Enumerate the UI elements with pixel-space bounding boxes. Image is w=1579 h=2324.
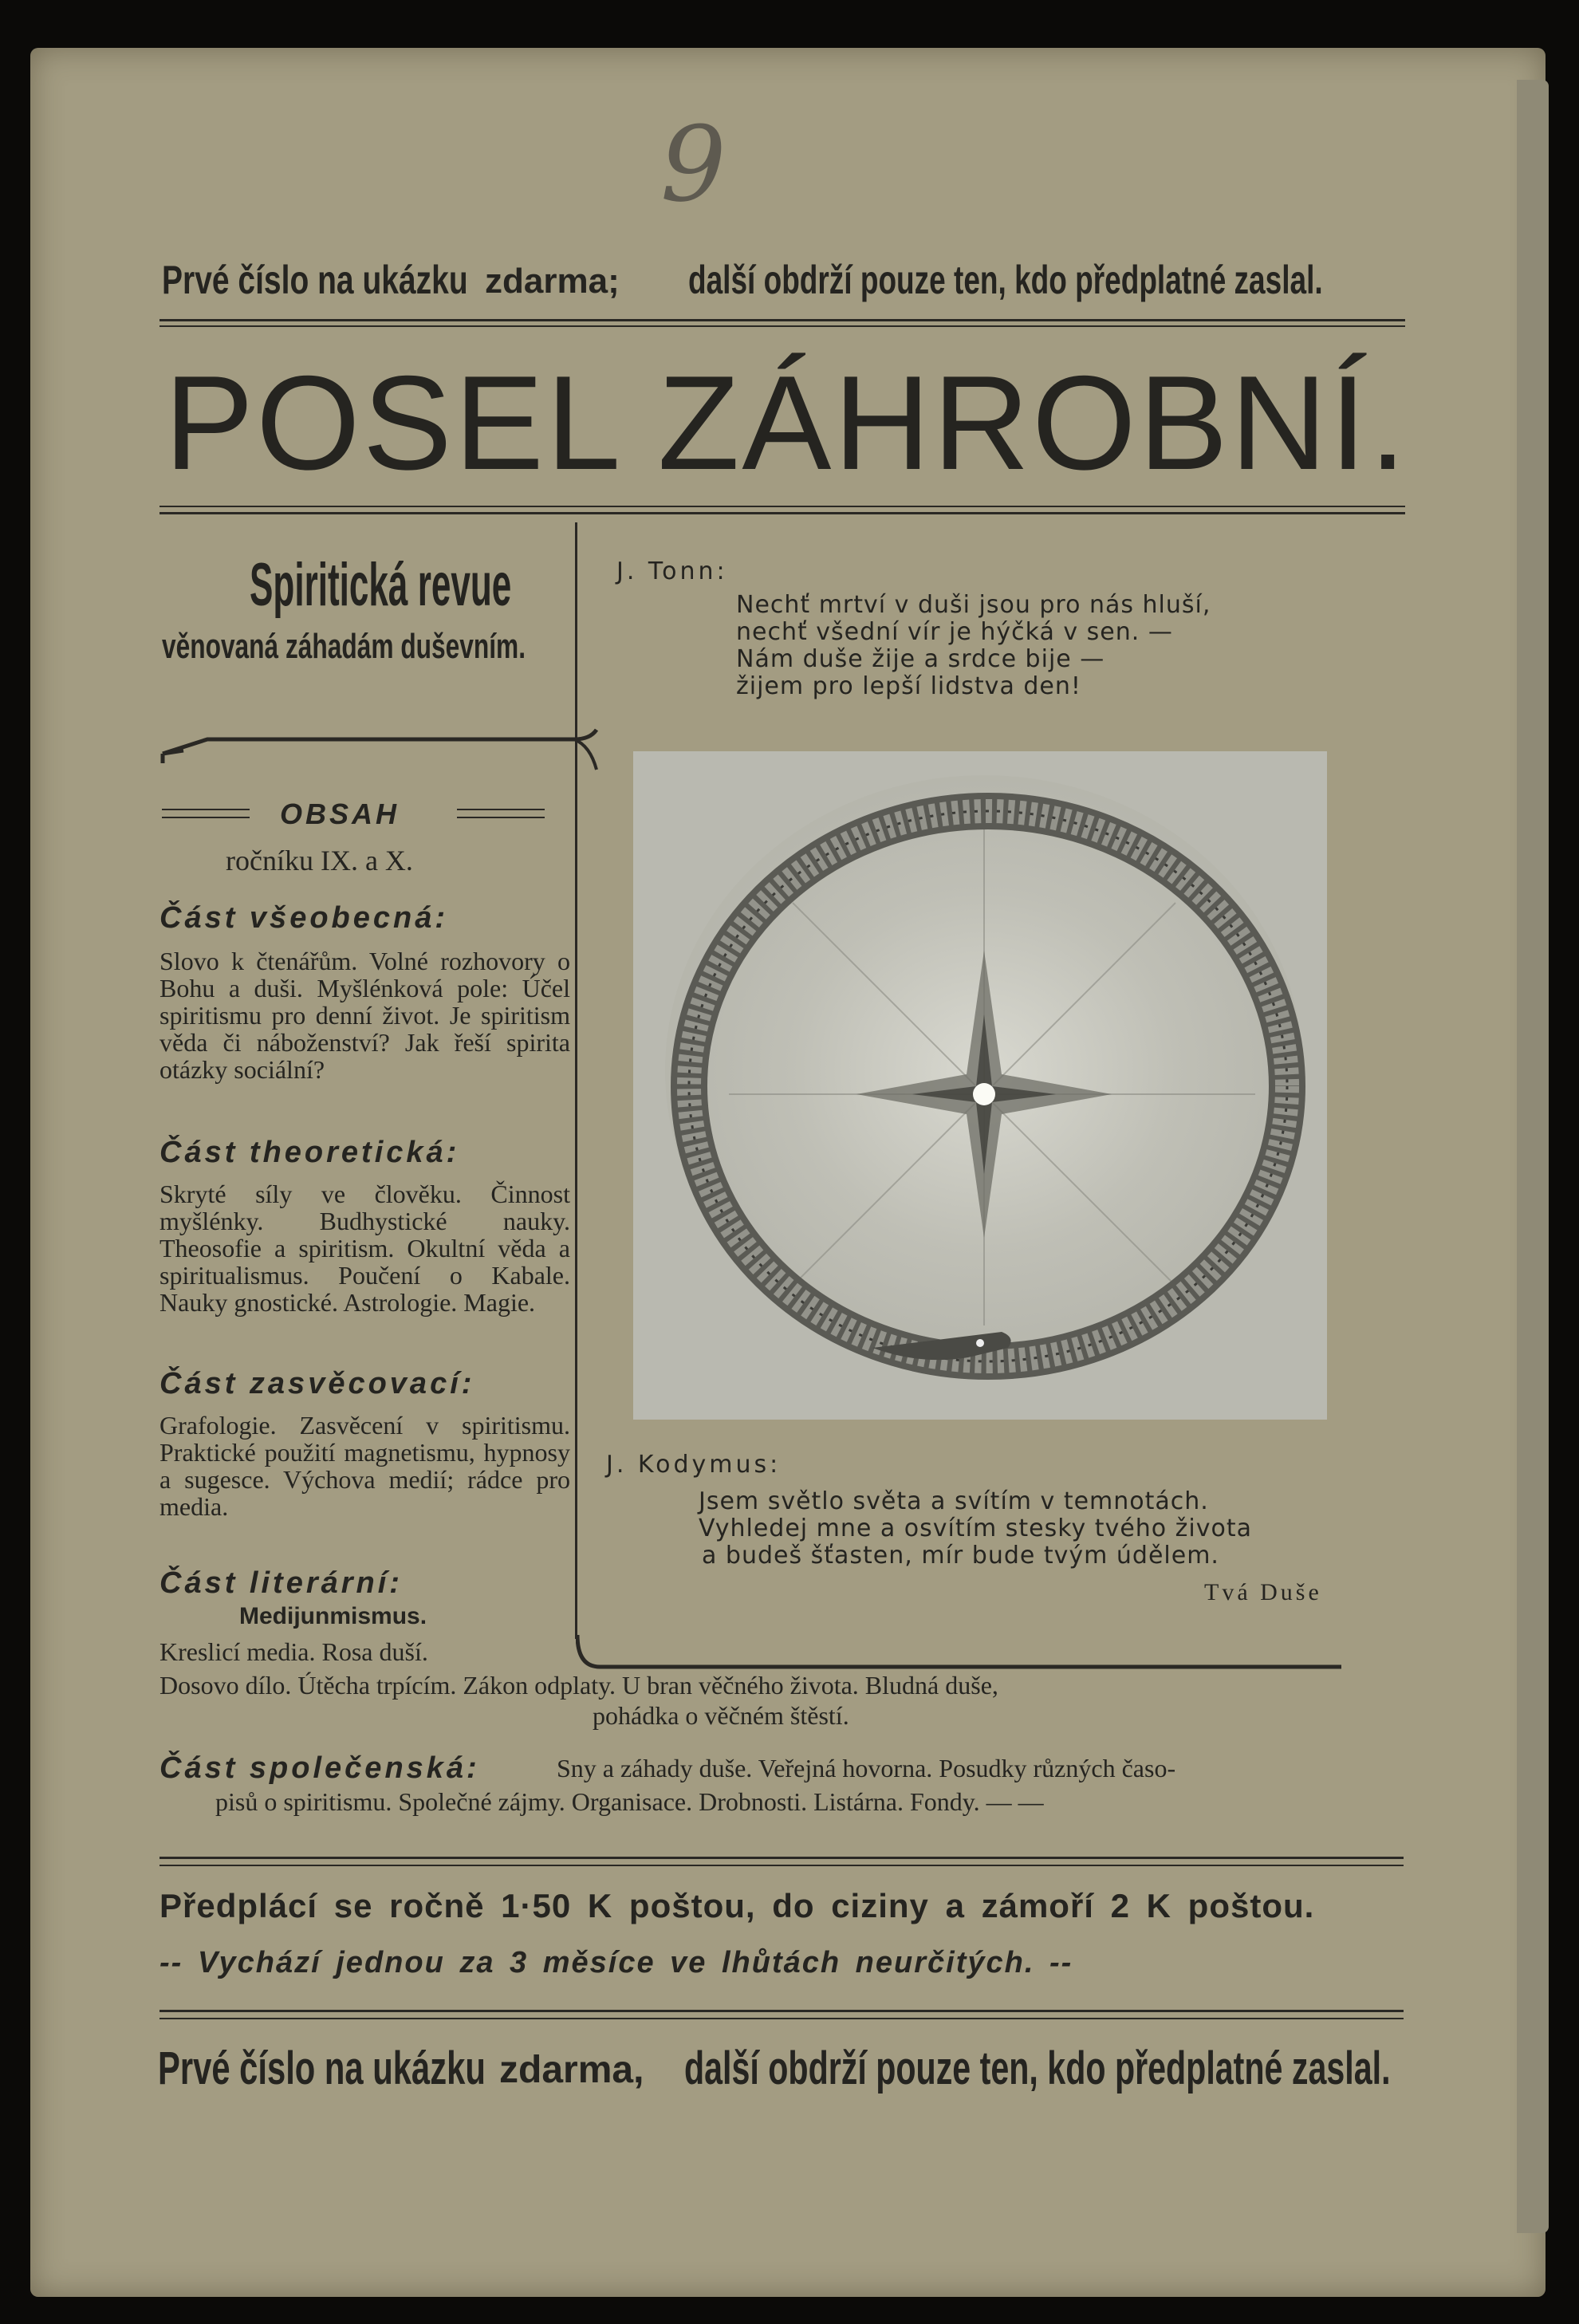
contents-heading-row <box>162 798 569 837</box>
section-text-theoretical: Skryté síly ve člověku. Činnost myšlénky. Budhystické nauky. Theosofie a spiritism. Okultní věda a spiritualismus. Poučení o Kabale. Nauky gnostické. Astrologie. Magie. <box>159 1180 570 1317</box>
poem-bottom-line-3: a budeš šťasten, mír bude tvým údělem. <box>702 1542 1219 1570</box>
section-title-initiation: Část zasvěcovací: <box>159 1367 475 1400</box>
poem-bottom-author: J. Kodymus: <box>606 1451 782 1479</box>
header-notice-mid: zdarma; <box>485 262 620 301</box>
header-notice-left: Prvé číslo na ukázku <box>162 258 468 302</box>
section-text-social-1: Sny a záhady duše. Veřejná hovorna. Posudky různých časo- <box>557 1754 1176 1782</box>
header-notice-right: další obdrží pouze ten, kdo předplatné zaslal. <box>688 258 1323 302</box>
magazine-cover <box>30 48 1546 2297</box>
subtitle-line1: Spiritická revue <box>250 551 512 619</box>
poem-bottom-signature: Tvá Duše <box>1204 1579 1322 1605</box>
rule-header <box>159 319 1405 321</box>
contents-heading: OBSAH <box>280 798 400 830</box>
poem-top-line-2: nechť všední vír je hýčká v sen. — <box>736 618 1173 646</box>
footer-notice-left: Prvé číslo na ukázku <box>158 2042 486 2094</box>
ouroboros-illustration <box>633 751 1327 1420</box>
rule-subscription-1 <box>159 1857 1404 1859</box>
subscription-price: Předplácí se ročně 1·50 K poštou, do ciziny a zámoří 2 K poštou. <box>159 1887 1315 1924</box>
rule-header-2 <box>159 325 1405 327</box>
page-edge <box>1517 80 1549 2233</box>
masthead-title: POSEL ZÁHROBNÍ. <box>164 348 1409 498</box>
section-text-literary-3: pohádka o věčném štěstí. <box>593 1701 849 1730</box>
section-text-social-2: pisů o spiritismu. Společné zájmy. Organisace. Drobnosti. Listárna. Fondy. — — <box>215 1787 1044 1816</box>
poem-bottom-line-2: Vyhledej mne a osvítím stesky tvého života <box>699 1515 1253 1542</box>
header-notice <box>162 257 1406 313</box>
section-text-literary-2: Dosovo dílo. Útěcha trpícím. Zákon odplaty. U bran věčného života. Bludná duše, <box>159 1671 998 1700</box>
footer-notice-right: další obdrží pouze ten, kdo předplatné zaslal. <box>684 2042 1391 2094</box>
rule-masthead-2 <box>159 512 1405 514</box>
rule-footer-1 <box>159 2010 1404 2012</box>
contents-volumes: ročníku IX. a X. <box>226 845 413 876</box>
footer-notice-mid: zdarma, <box>499 2049 644 2091</box>
rule-masthead-1 <box>159 506 1405 507</box>
section-text-literary-1: Kreslicí media. Rosa duší. <box>159 1637 428 1666</box>
section-title-social: Část společenská: <box>159 1751 480 1785</box>
poem-bottom-line-1: Jsem světlo světa a svítím v temnotách. <box>699 1487 1209 1515</box>
crescent-ornament-icon <box>576 1635 1397 1707</box>
poem-top-line-3: Nám duše žije a srdce bije — <box>736 645 1105 673</box>
rule-subscription-2 <box>159 1865 1404 1866</box>
column-divider <box>575 522 577 1639</box>
section-title-theoretical: Část theoretická: <box>159 1136 460 1169</box>
section-text-initiation: Grafologie. Zasvěcení v spiritismu. Praktické použití magnetismu, hypnosy a sugesce. Výchova medií; rádce pro media. <box>159 1411 570 1521</box>
ouroboros-snake-icon <box>633 751 1327 1420</box>
section-title-general: Část všeobecná: <box>159 901 449 935</box>
subtitle-line2: věnovaná záhadám duševním. <box>162 627 526 666</box>
poem-top-line-4: žijem pro lepší lidstva den! <box>736 672 1081 700</box>
pencil-mark: 9 <box>660 104 726 225</box>
poem-top-author: J. Tonn: <box>616 557 728 585</box>
footer-notice <box>158 2042 1410 2105</box>
section-title-literary: Část literární: <box>159 1566 403 1600</box>
subscription-frequency: -- Vychází jednou za 3 měsíce ve lhůtách neurčitých. -- <box>159 1946 1073 1979</box>
poem-top-line-1: Nechť mrtví v duši jsou pro nás hluší, <box>736 591 1211 619</box>
section-subtitle-literary: Medijunmismus. <box>239 1603 427 1629</box>
rule-footer-2 <box>159 2018 1404 2019</box>
section-text-general: Slovo k čtenářům. Volné rozhovory o Bohu a duši. Myšlénková pole: Účel spiritismu pro denní život. Je spiritism věda či náboženství? Jak řeší spirita otázky sociální? <box>159 947 570 1084</box>
arrow-ornament-icon <box>159 722 606 778</box>
